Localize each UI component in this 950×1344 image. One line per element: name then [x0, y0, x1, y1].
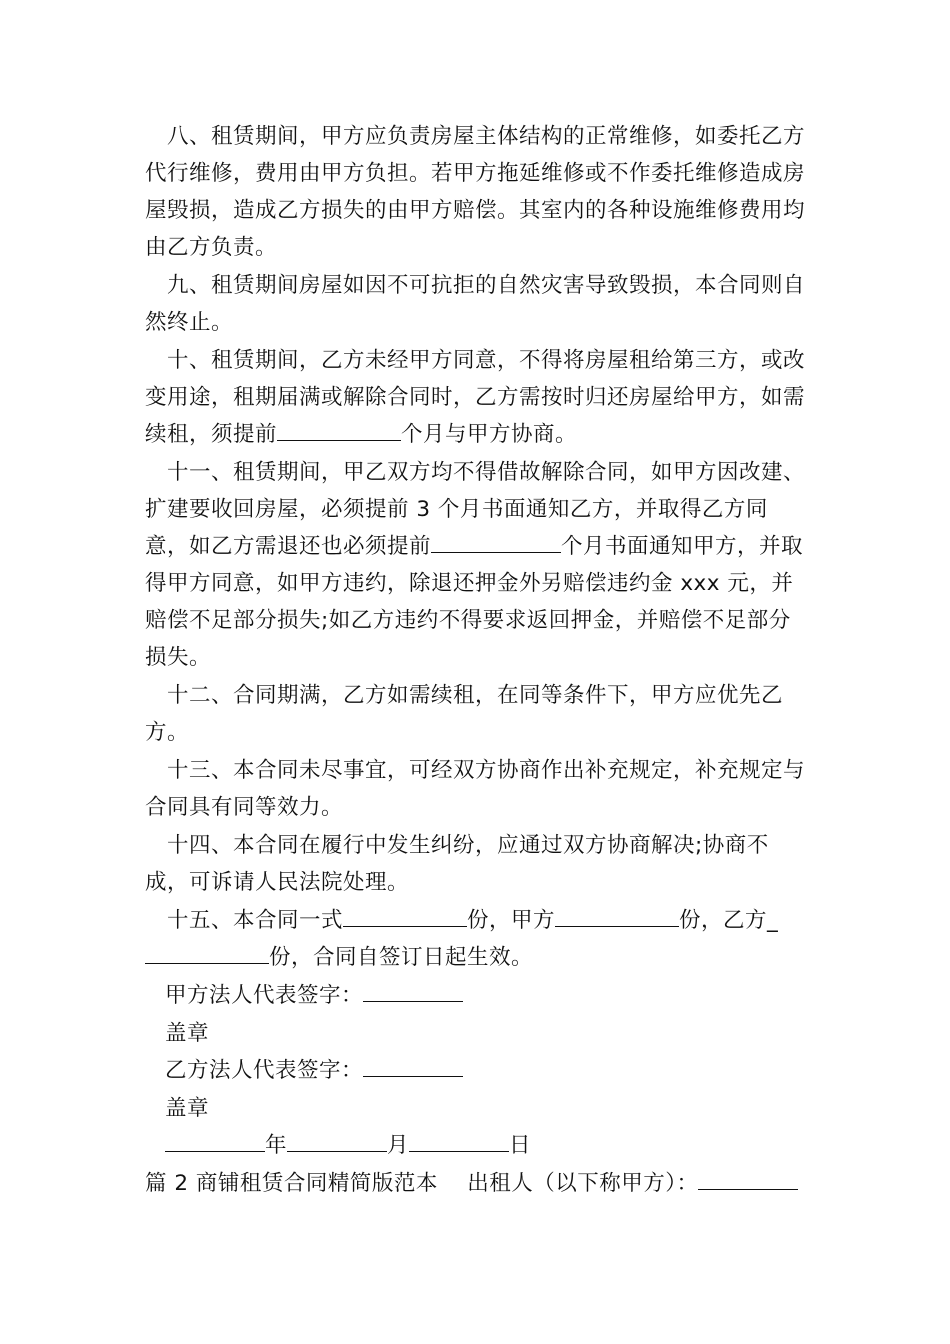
- day-label: 日: [509, 1133, 532, 1158]
- section-title: 篇 2 商铺租赁合同精简版范本: [145, 1170, 438, 1196]
- clause-14: 十四、本合同在履行中发生纠纷，应通过双方协商解决;协商不成，可诉请人民法院处理。: [145, 833, 769, 895]
- party-a-seal: 盖章: [165, 1020, 210, 1046]
- clause-15-c: 份，乙方_: [679, 908, 779, 933]
- clause-10-text: 十、租赁期间，乙方未经甲方同意，不得将房屋租给第三方，或改变用途，租期届满或解除合同时，乙方需按时归还房屋给甲方，如需续租，须提前: [145, 348, 806, 447]
- clause-11-text: 十一、租赁期间，甲乙双方均不得借故解除合同，如甲方因改建、扩建要收回房屋，必须提前 3 个月书面通知乙方，并取得乙方同意，如乙方需退还也必须提前: [145, 460, 806, 559]
- fill-blank: [555, 906, 679, 927]
- clause-10: [145, 342, 810, 453]
- party-b-signature: [145, 1052, 950, 1090]
- clause-15-a: 十五、本合同一式: [167, 908, 344, 933]
- party-a-signature: [145, 977, 950, 1015]
- clause-12: 十二、合同期满，乙方如需续租，在同等条件下，甲方应优先乙方。: [145, 683, 784, 745]
- fill-blank: [343, 906, 467, 927]
- party-b-label: 乙方法人代表签字：: [165, 1058, 364, 1083]
- lessor-label: 出租人（以下称甲方）：: [467, 1170, 699, 1196]
- year-label: 年: [265, 1133, 288, 1158]
- signature-blank: [363, 981, 463, 1002]
- next-section-heading: [145, 1165, 950, 1203]
- clause-9: 九、租赁期间房屋如因不可抗拒的自然灾害导致毁损，本合同则自然终止。: [145, 273, 806, 335]
- fill-blank: [277, 420, 401, 441]
- fill-blank: [431, 532, 561, 553]
- month-blank: [287, 1131, 387, 1152]
- clause-11-tail: 个月书面通知甲方，并取得甲方同意，如甲方违约，除退还押金外另赔偿违约金 xxx 元，并赔偿不足部分损失;如乙方违约不得要求返回押金，并赔偿不足部分损失。: [145, 534, 804, 670]
- clause-13: 十三、本合同未尽事宜，可经双方协商作出补充规定，补充规定与合同具有同等效力。: [145, 758, 806, 820]
- clause-11: [145, 454, 810, 676]
- clause-8: 八、租赁期间，甲方应负责房屋主体结构的正常维修，如委托乙方代行维修，费用由甲方负担。若甲方拖延维修或不作委托维修造成房屋毁损，造成乙方损失的由甲方赔偿。其室内的各种设施维修费用均由乙方负责。: [145, 124, 806, 260]
- month-label: 月: [387, 1133, 410, 1158]
- clause-15-b: 份，甲方: [467, 908, 556, 933]
- signature-blank: [363, 1056, 463, 1077]
- day-blank: [409, 1131, 509, 1152]
- date-line: [145, 1127, 950, 1165]
- clause-15-d: 份，合同自签订日起生效。: [269, 945, 534, 970]
- year-blank: [165, 1131, 265, 1152]
- clause-10-tail: 个月与甲方协商。: [401, 422, 578, 447]
- party-b-seal: 盖章: [165, 1095, 210, 1121]
- clause-15: [145, 902, 810, 976]
- lessor-blank: [698, 1169, 798, 1190]
- party-a-label: 甲方法人代表签字：: [165, 983, 364, 1008]
- fill-blank: [145, 943, 269, 964]
